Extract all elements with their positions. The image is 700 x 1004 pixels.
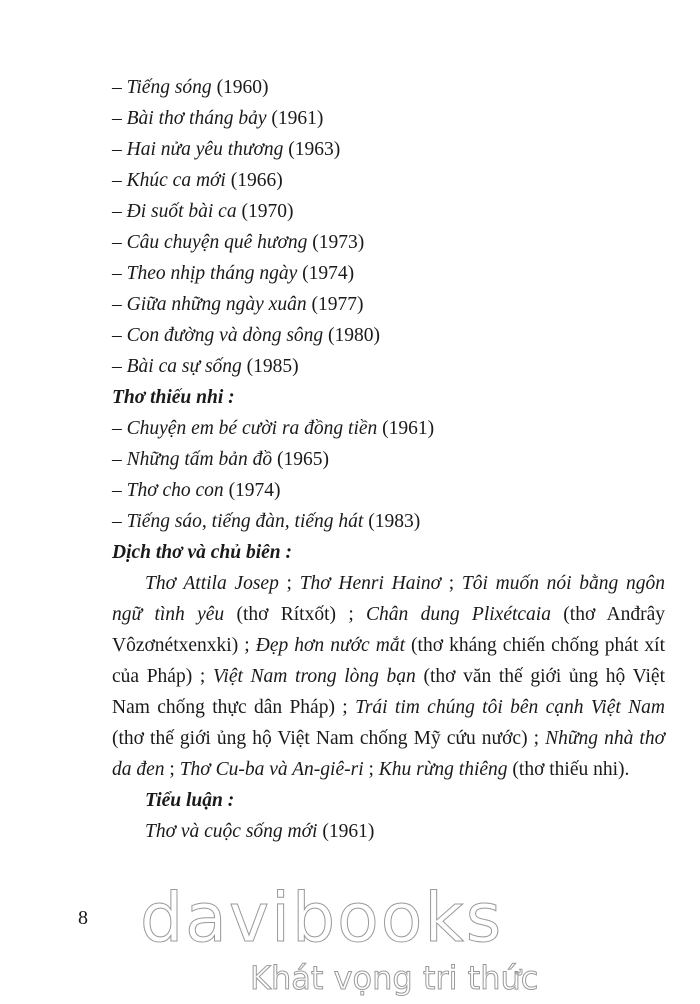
essay-heading: Tiểu luận : xyxy=(145,790,235,811)
dash: – xyxy=(112,139,127,160)
work-year: (1983) xyxy=(368,511,421,532)
dash: – xyxy=(112,356,127,377)
work-year: (1965) xyxy=(277,449,330,470)
work-year: (1961) xyxy=(271,108,324,129)
list-item xyxy=(112,103,665,134)
work-year: (1985) xyxy=(246,356,299,377)
children-list xyxy=(112,413,665,537)
work-year: (1977) xyxy=(311,294,364,315)
watermark-brand: davibooks xyxy=(140,879,504,958)
work-title: Khu rừng thiêng xyxy=(378,759,508,780)
paragraph-text: (thơ thế giới ủng hộ Việt Nam chống Mỹ cứu nước) ; xyxy=(112,728,546,749)
dash: – xyxy=(112,325,127,346)
list-item xyxy=(112,289,665,320)
dash: – xyxy=(112,449,127,470)
work-title: Thơ Cu-ba và An-giê-ri xyxy=(179,759,364,780)
dash: – xyxy=(112,263,127,284)
work-title: Việt Nam trong lòng bạn xyxy=(212,666,416,687)
watermark-slogan: Khát vọng tri thức xyxy=(250,959,539,997)
list-item xyxy=(112,258,665,289)
essay-title: Thơ và cuộc sống mới xyxy=(145,821,318,842)
paragraph-text: (thơ kháng chiến chống phát xít của Pháp) ; xyxy=(112,635,666,687)
work-title: Tiếng sóng xyxy=(126,77,212,98)
dash: – xyxy=(112,418,127,439)
dash: – xyxy=(112,232,127,253)
work-title: Khúc ca mới xyxy=(126,170,226,191)
page-body xyxy=(112,72,665,847)
work-title: Đi suốt bài ca xyxy=(126,201,237,222)
work-title: Hai nửa yêu thương xyxy=(126,139,284,160)
translation-heading: Dịch thơ và chủ biên : xyxy=(112,542,293,563)
work-title: Thơ Henri Hainơ xyxy=(299,573,442,594)
essay-section xyxy=(112,785,665,847)
dash: – xyxy=(112,108,127,129)
list-item xyxy=(112,351,665,382)
paragraph-text: ; xyxy=(441,573,462,594)
work-year: (1974) xyxy=(228,480,281,501)
work-year: (1963) xyxy=(288,139,341,160)
paragraph-text: (thơ Anđrây Vôzơnétxenxki) ; xyxy=(112,604,665,656)
paragraph-text: (thơ văn thế giới ủng hộ Việt Nam chống thực dân Pháp) ; xyxy=(112,666,665,718)
list-item xyxy=(112,196,665,227)
list-item xyxy=(112,444,665,475)
work-title: Chuyện em bé cười ra đồng tiền xyxy=(126,418,378,439)
work-title: Thơ cho con xyxy=(126,480,224,501)
list-item xyxy=(112,413,665,444)
work-title: Những tấm bản đồ xyxy=(126,449,273,470)
dash: – xyxy=(112,77,127,98)
list-item xyxy=(112,165,665,196)
paragraph-text: (thơ thiếu nhi). xyxy=(507,759,630,780)
essay-year: (1961) xyxy=(322,821,375,842)
work-title: Câu chuyện quê hương xyxy=(126,232,308,253)
dash: – xyxy=(112,170,127,191)
list-item xyxy=(112,475,665,506)
work-title: Tôi muốn nói bằng ngôn ngữ tình yêu xyxy=(112,573,666,625)
work-year: (1961) xyxy=(382,418,435,439)
work-year: (1974) xyxy=(302,263,355,284)
page-number: 8 xyxy=(78,907,88,929)
work-year: (1966) xyxy=(230,170,283,191)
translation-paragraph xyxy=(112,568,665,785)
work-year: (1973) xyxy=(312,232,365,253)
work-year: (1960) xyxy=(216,77,269,98)
work-title: Trái tim chúng tôi bên cạnh Việt Nam xyxy=(355,697,665,718)
poetry-list xyxy=(112,72,665,382)
work-title: Bài ca sự sống xyxy=(126,356,242,377)
paragraph-text: ; xyxy=(363,759,379,780)
work-year: (1970) xyxy=(241,201,294,222)
work-title: Tiếng sáo, tiếng đàn, tiếng hát xyxy=(126,511,364,532)
dash: – xyxy=(112,294,127,315)
list-item xyxy=(112,506,665,537)
essay-item xyxy=(145,816,665,847)
work-title: Đẹp hơn nước mắt xyxy=(255,635,405,656)
work-year: (1980) xyxy=(328,325,381,346)
work-title: Thơ Attila Josep xyxy=(145,573,279,594)
paragraph-text: ; xyxy=(164,759,180,780)
list-item xyxy=(112,227,665,258)
paragraph-text: (thơ Rítxốt) ; xyxy=(224,604,367,625)
list-item xyxy=(112,320,665,351)
page-footer xyxy=(0,879,700,1004)
list-item xyxy=(112,72,665,103)
work-title: Giữa những ngày xuân xyxy=(126,294,307,315)
paragraph-text: ; xyxy=(278,573,300,594)
work-title: Theo nhịp tháng ngày xyxy=(126,263,298,284)
dash: – xyxy=(112,480,127,501)
list-item xyxy=(112,134,665,165)
work-title: Chân dung Plixétcaia xyxy=(366,604,551,625)
dash: – xyxy=(112,511,127,532)
work-title: Những nhà thơ da đen xyxy=(112,728,666,780)
work-title: Bài thơ tháng bảy xyxy=(126,108,267,129)
work-title: Con đường và dòng sông xyxy=(126,325,324,346)
dash: – xyxy=(112,201,127,222)
children-heading: Thơ thiếu nhi : xyxy=(112,387,235,408)
